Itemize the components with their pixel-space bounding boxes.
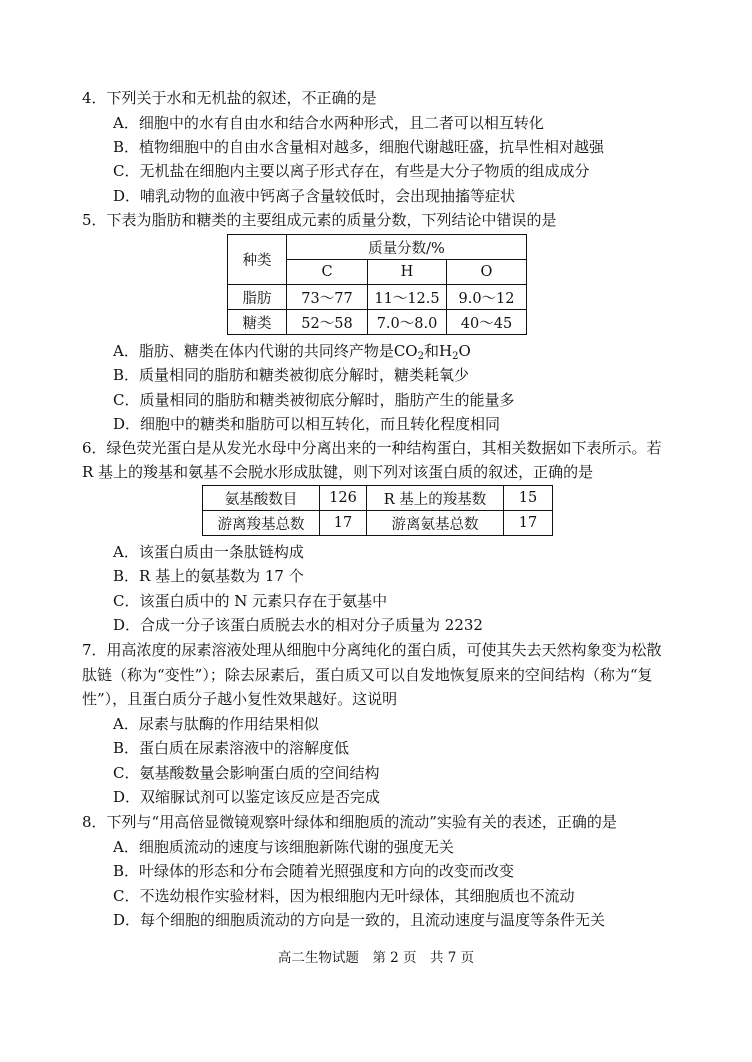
- table-row-name: 脂肪: [228, 285, 287, 310]
- page-footer: 高二生物试题 第 2 页 共 7 页: [277, 950, 475, 966]
- q5-option-b: B．质量相同的脂肪和糖类被彻底分解时，糖类耗氧少: [113, 366, 470, 384]
- q4-option-c: C．无机盐在细胞内主要以离子形式存在，有些是大分子物质的组成成分: [113, 162, 590, 180]
- table-cell: 11～12.5: [368, 285, 447, 310]
- q6-option-a: A．该蛋白质由一条肽链构成: [113, 543, 304, 561]
- table-cell: 17: [320, 511, 367, 536]
- q7-option-a: A．尿素与肽酶的作用结果相似: [113, 715, 319, 733]
- q6-data-table: [202, 485, 553, 536]
- q6-option-d: D．合成一分子该蛋白质脱去水的相对分子质量为 2232: [113, 616, 483, 634]
- table-header-mass-fraction: 质量分数/%: [287, 235, 527, 260]
- q5-stem: 5．下表为脂肪和糖类的主要组成元素的质量分数，下列结论中错误的是: [82, 211, 557, 229]
- table-cell: 126: [320, 486, 367, 511]
- table-header-o: O: [447, 260, 527, 285]
- q7-option-c: C．氨基酸数量会影响蛋白质的空间结构: [113, 764, 380, 782]
- q6-stem-line1: 6．绿色荧光蛋白是从发光水母中分离出来的一种结构蛋白，其相关数据如下表所示。若: [82, 439, 662, 457]
- q6-option-c: C．该蛋白质中的 N 元素只存在于氨基中: [113, 592, 388, 610]
- table-cell: 游离羧基总数: [203, 511, 320, 536]
- table-cell: 氨基酸数目: [203, 486, 320, 511]
- q6-stem-line2: R 基上的羧基和氨基不会脱水形成肽键，则下列对该蛋白质的叙述，正确的是: [82, 463, 594, 481]
- q8-option-d: D．每个细胞的细胞质流动的方向是一致的，且流动速度与温度等条件无关: [113, 911, 606, 929]
- table-row-name: 糖类: [228, 310, 287, 335]
- q5-option-a: A．脂肪、糖类在体内代谢的共同终产物是$CO_2$和$H_2O$: [113, 342, 471, 362]
- q7-stem-line3: 性”），且蛋白质分子越小复性效果越好。这说明: [82, 690, 398, 708]
- q5-option-d: D．细胞中的糖类和脂肪可以相互转化，而且转化程度相同: [113, 415, 501, 433]
- q5-composition-table: [227, 234, 527, 335]
- q8-stem: 8．下列与“用高倍显微镜观察叶绿体和细胞质的流动”实验有关的表述，正确的是: [82, 813, 617, 831]
- table-cell: 7.0～8.0: [368, 310, 447, 335]
- q4-option-a: A．细胞中的水有自由水和结合水两种形式，且二者可以相互转化: [113, 114, 544, 132]
- q6-option-b: B．R 基上的氨基数为 17 个: [113, 567, 304, 585]
- q7-option-b: B．蛋白质在尿素溶液中的溶解度低: [113, 739, 350, 757]
- q7-stem-line2: 肽链（称为“变性”）；除去尿素后，蛋白质又可以自发地恢复原来的空间结构（称为“复: [82, 666, 653, 684]
- q4-option-d: D．哺乳动物的血液中钙离子含量较低时，会出现抽搐等症状: [113, 187, 516, 205]
- q8-option-c: C．不选幼根作实验材料，因为根细胞内无叶绿体，其细胞质也不流动: [113, 887, 575, 905]
- table-cell: 52～58: [287, 310, 368, 335]
- q4-option-b: B．植物细胞中的自由水含量相对越多，细胞代谢越旺盛，抗旱性相对越强: [113, 138, 605, 156]
- table-header-h: H: [368, 260, 447, 285]
- q4-stem: 4．下列关于水和无机盐的叙述，不正确的是: [82, 89, 377, 107]
- q5-option-c: C．质量相同的脂肪和糖类被彻底分解时，脂肪产生的能量多: [113, 391, 515, 409]
- table-cell: 73～77: [287, 285, 368, 310]
- q7-stem-line1: 7．用高浓度的尿素溶液处理从细胞中分离纯化的蛋白质，可使其失去天然构象变为松散: [82, 641, 662, 659]
- table-cell: 9.0～12: [447, 285, 527, 310]
- table-header-kind: 种类: [228, 235, 287, 285]
- q8-option-a: A．细胞质流动的速度与该细胞新陈代谢的强度无关: [113, 838, 454, 856]
- q8-option-b: B．叶绿体的形态和分布会随着光照强度和方向的改变而改变: [113, 862, 515, 880]
- table-cell: 游离氨基总数: [367, 511, 504, 536]
- table-cell: 40～45: [447, 310, 527, 335]
- q7-option-d: D．双缩脲试剂可以鉴定该反应是否完成: [113, 788, 381, 806]
- table-header-c: C: [287, 260, 368, 285]
- table-cell: R 基上的羧基数: [367, 486, 504, 511]
- table-cell: 17: [504, 511, 553, 536]
- table-cell: 15: [504, 486, 553, 511]
